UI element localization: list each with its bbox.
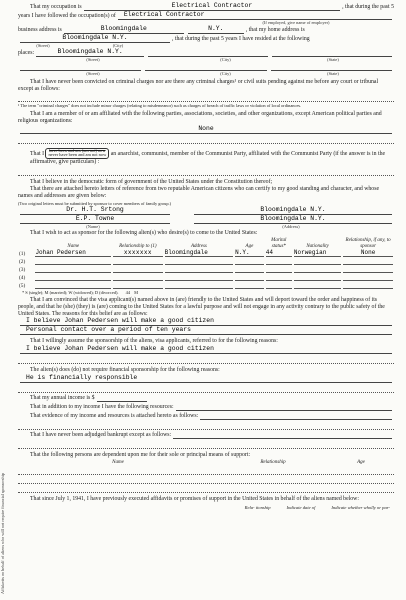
financial-field-2[interactable] [18,384,394,393]
resources-field[interactable] [176,402,392,411]
col-relationship-sponsor: Relationship, if any, to sponsor [345,238,391,249]
aff-col-wholly: Indicate whether wholly or par- [331,504,390,510]
reference-letters-text: That there are attached hereto letters of reference from two reputable American citizens who can certify to my good standing and character, and whose names and addresses are given below: [18,186,380,199]
business-city-field[interactable]: N.Y. [188,25,244,34]
places-state-field[interactable] [272,48,392,57]
membership-field[interactable]: None [20,125,392,134]
alien-state-field[interactable]: N.Y. [235,249,264,257]
evidence-field-2[interactable] [18,421,394,430]
alien-1-age-value: 44 [125,290,131,296]
occupation-row [18,2,394,11]
row-number: (1) [19,251,26,258]
alien-relationship-field[interactable] [113,273,163,281]
alien-name-field[interactable] [35,281,111,289]
aliens-header-row [18,238,394,249]
alien-nationality-field[interactable] [294,273,341,281]
places-field[interactable]: Bloomingdale N.Y. [36,48,144,57]
col-address: Address [190,243,207,249]
financial-field[interactable]: He is financially responsible [20,374,392,383]
table-row [18,265,394,273]
alien-rel-sponsor-field[interactable] [343,281,393,289]
city-label: (City) [112,43,124,48]
row-number: (5) [19,283,26,290]
bankrupt-field-2[interactable] [18,440,394,449]
willing-text: That I willingly assume the sponsorship of the aliens, visa applicants, referred to for the following reasons: [30,338,278,345]
alien-state-field[interactable] [235,257,264,265]
reference-letters-note: (Two original letters must be submitted by sponsor to cover members of family group.) [18,200,172,206]
alien-rel-sponsor-field[interactable] [343,273,393,281]
willing-field[interactable]: I believe Johan Pedersen will make a good citizen [20,345,392,354]
dependent-header [18,460,394,466]
occupation-tail: , that during the past 5 [342,4,394,11]
reference-1-name[interactable]: Dr. H.T. Srtong [20,206,170,215]
democratic-belief-text: That I believe in the democratic form of government of the United States under the Constitution thereof; [30,178,273,185]
occupation-label: That my occupation is [30,4,82,11]
occupation-field[interactable]: Electrical Contractor [84,2,340,11]
places-state-2[interactable] [271,62,392,71]
state-label-2: (State) [327,57,339,62]
criminal-charges-text: That I have never been convicted on criminal charges nor are there any criminal charges¹ or civil suits pending against me before any court or tribunal except as follows: [18,79,379,92]
home-tail: , that during the past 5 years I have resided at the following [172,36,310,43]
alien-relationship-field[interactable] [113,281,163,289]
alien-relationship-field[interactable] [113,265,163,273]
alien-rel-sponsor-field[interactable] [343,257,393,265]
state-label-3: (State) [327,71,339,76]
home-row [18,34,394,43]
income-field[interactable] [97,393,147,402]
street-label-3: (Street) [86,71,100,76]
places-city-field[interactable] [148,48,268,57]
business-label: business address is [18,27,62,34]
anarchist-text: an anarchist, communist, member of the Communist Party, affiliated with the Communist Party (if the answer is in the affirmative, give particulars) : [30,150,386,165]
table-row [18,273,394,281]
alien-address-field[interactable]: Bloomingdale [165,249,234,257]
col-nationality: Nationality [306,243,329,249]
places-street-2[interactable] [20,62,141,71]
business-field[interactable]: Bloomingdale [64,25,184,34]
alien-nationality-field[interactable] [294,281,341,289]
sponsor-text: That I wish to act as sponsor for the following alien(s) who desire(s) to come to the United States: [30,229,258,236]
dependent-line[interactable] [18,484,394,493]
business-row [18,25,394,34]
alien-nationality-field[interactable]: Norwegian [294,249,341,257]
reference-1-address[interactable]: Bloomingdale N.Y. [194,206,392,215]
aliens-table [18,238,394,289]
alien-nationality-field[interactable] [294,265,341,273]
anarchist-paragraph: That I have been and am (am not) now never have been and am not now an anarchist, communist, member of the Communist Party, affiliated with the Communist Party (if the answer is in the affirmative, give particulars) : [30,147,386,165]
reference-address-label: (Address) [282,223,300,229]
col-age: Age [245,243,254,249]
col-relationship: Relationship to (1) [119,243,157,249]
affidavits-header [18,505,394,510]
never-been-option: never have been and am not now [48,152,107,158]
dep-col-name: Name [112,460,124,466]
alien-state-field[interactable] [235,273,264,281]
membership-text: That I am a member of or am affiliated with the following parties, associations, societies, and other organizations, except American political parties and religious organizations: [18,111,382,125]
years-row [18,11,394,20]
evidence-label: That evidence of my income and resources is attached hereto as follows: [30,412,199,419]
alien-relationship-field[interactable]: xxxxxxx [113,249,163,257]
affidavits-since-text: That since July 1, 1941, I have previously executed affidavits or promises of support in the United States in behalf of the aliens named below: [30,495,359,502]
places-label: places: [18,50,35,57]
alien-age-field[interactable] [266,273,292,281]
alien-address-field[interactable] [165,281,234,289]
table-row [18,249,394,257]
employer-hint: (If employed, give name of employer) [262,20,330,25]
side-margin-note: Affidavits on behalf of aliens who will not require financial sponsorship [0,473,5,594]
and-am-option: and am [67,147,81,153]
home-field[interactable]: Bloomingdale N.Y. [20,34,170,43]
dep-col-relationship: Relationship [260,460,286,466]
alien-address-field[interactable] [165,265,234,273]
bankrupt-field[interactable] [173,430,392,439]
alien-address-field[interactable] [165,257,234,265]
years-field[interactable]: Electrical Contractor [118,11,392,20]
alien-age-field[interactable] [266,281,292,289]
alien-state-field[interactable] [235,281,264,289]
street-label: (Street) [36,43,50,48]
reference-row-1 [18,206,394,215]
alien-address-field[interactable] [165,273,234,281]
alien-age-field[interactable] [266,265,292,273]
alien-name-field[interactable]: Johan Pedersen [35,249,111,257]
places-row [18,48,394,57]
convinced-field-1[interactable]: I believe Johan Pedersen will make a good citizen [20,317,392,326]
dependent-line[interactable] [18,466,394,475]
row-number: (4) [19,275,26,282]
years-label: years I have followed the occupation(s) of [18,13,116,20]
alien-rel-sponsor-field[interactable]: None [343,249,393,257]
bankrupt-label: That I have never been adjudged bankrupt except as follows: [30,431,172,438]
alien-age-field[interactable]: 44 [266,249,292,257]
table-row [18,257,394,265]
alien-age-field[interactable] [266,257,292,265]
aff-col-date: Indicate date of [286,504,316,510]
reference-name-label: (Name) [86,223,100,229]
convinced-text: That I am convinced that the visa applicant(s) named above in (are) friendly to the United States and will deport toward the order and happiness of its people, and that he (she) (they) is (are) coming to the United States for a lawful purpose and will not engage in any activity contrary to the public safety of the United States. The reasons for this belief are as follows: [18,297,385,317]
financial-text: The alien(s) does (do) not require financial sponsorship for the following reasons: [30,366,220,373]
business-tail: , that my home address is [245,27,305,34]
criminal-charges-field[interactable] [18,93,394,102]
convinced-field-2[interactable]: Personal contact over a period of ten years [20,326,392,335]
alien-relationship-field[interactable] [113,257,163,265]
alien-name-field[interactable] [35,265,111,273]
have-been-option: have been [49,147,67,153]
city-label-2: (City) [220,57,231,62]
resources-label: That in addition to my income I have the following resources: [30,403,174,410]
places-city-2[interactable] [145,62,266,71]
criminal-footnote: ¹ The term "criminal charges" does not include minor charges (relating to misdemeanor) such as charges of breach of traffic laws or violation of local ordinances. [18,103,302,109]
row-number: (3) [19,267,26,274]
dependent-text: That the following persons are dependent upon me for their sole or principal means of support: [30,451,251,458]
willing-field-2[interactable] [18,355,394,364]
dependent-lines [18,466,394,493]
reference-row-2 [18,215,394,224]
am-not-option: (am not) now [81,147,106,153]
dep-col-age: Age [357,460,365,466]
aff-col-relationship: Rela- tionship [244,504,271,510]
col-marital: Marital status* [271,238,287,249]
evidence-field[interactable] [200,411,392,420]
col-name: Name [67,243,80,249]
alien-rel-sponsor-field[interactable] [343,265,393,273]
marital-legend: * S (single); M (married); W (widowed); D (divorced). [22,290,119,296]
reference-2-name[interactable]: E.P. Towne [20,215,170,224]
membership-field-2[interactable] [18,135,394,144]
reference-2-address[interactable]: Bloomingdale N.Y. [194,215,392,224]
street-label-2: (Street) [86,57,100,62]
alien-name-field[interactable] [35,257,111,265]
alien-state-field[interactable] [235,265,264,273]
row-number: (2) [19,259,26,266]
alien-nationality-field[interactable] [294,257,341,265]
never-been-choice-box[interactable] [45,148,109,159]
alien-name-field[interactable] [35,273,111,281]
anarchist-field[interactable] [18,167,394,176]
city-label-3: (City) [220,71,231,76]
income-label: That my annual income is $ [30,394,95,401]
dependent-line[interactable] [18,475,394,484]
alien-1-marital-value: M [134,290,139,296]
table-row [18,281,394,289]
